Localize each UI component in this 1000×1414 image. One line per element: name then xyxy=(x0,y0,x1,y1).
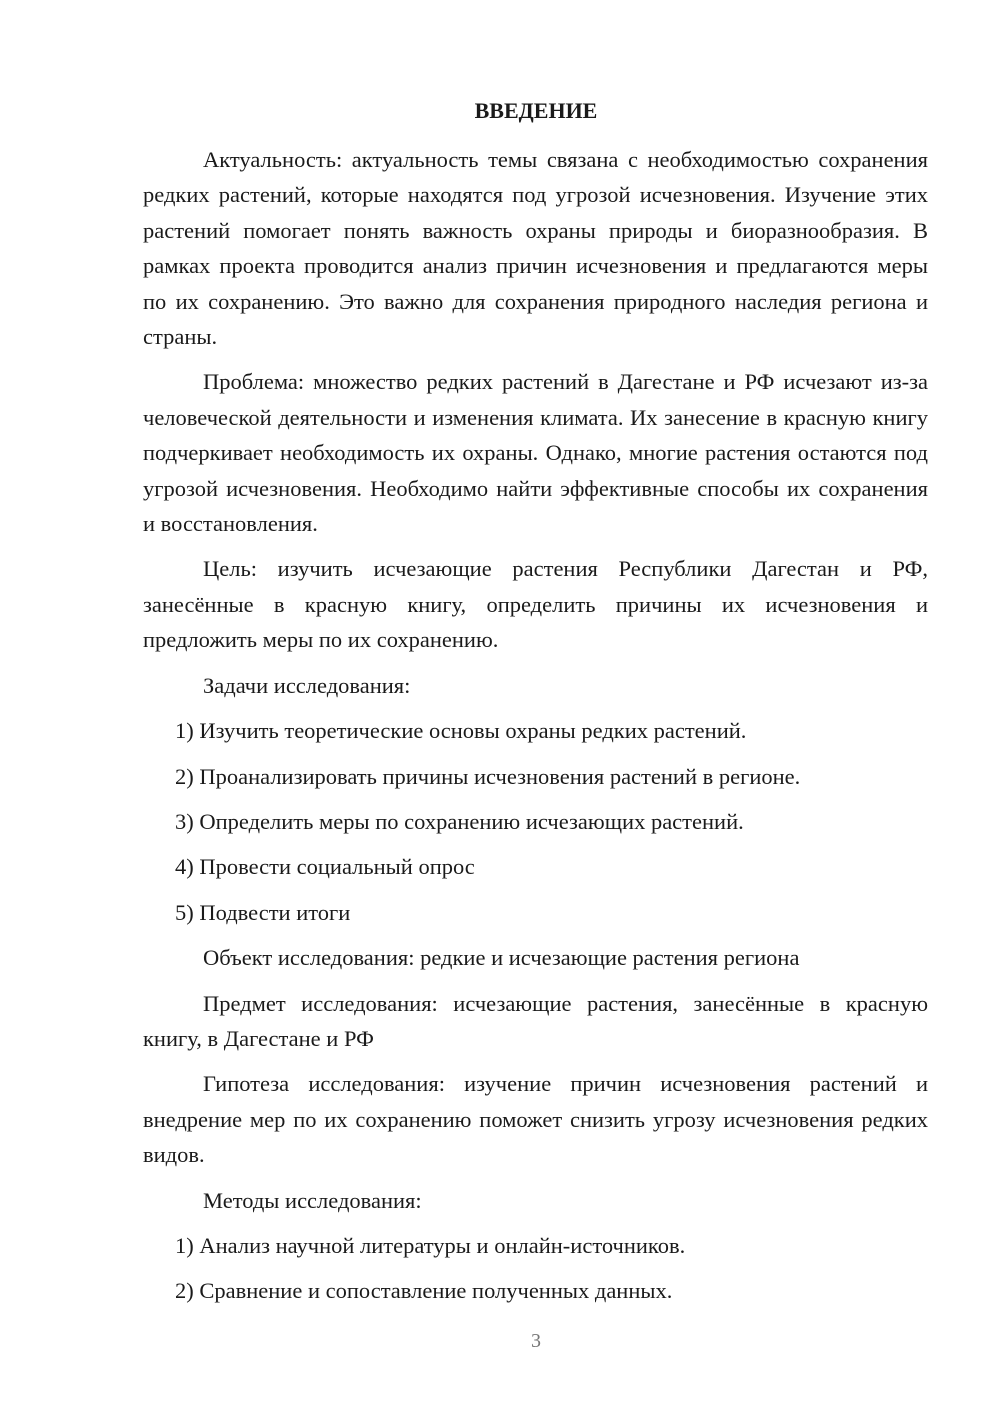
goal-paragraph: Цель: изучить исчезающие растения Республики Дагестан и РФ, занесённые в красную книгу, определить причины их исчезновения и предложить меры по их сохранению. xyxy=(143,556,928,653)
object-paragraph: Объект исследования: редкие и исчезающие растения региона xyxy=(203,945,800,971)
document-body xyxy=(143,142,928,1319)
task-item: 5) Подвести итоги xyxy=(175,899,351,925)
task-item: 3) Определить меры по сохранению исчезающих растений. xyxy=(175,808,744,834)
subject-paragraph: Предмет исследования: исчезающие растения, занесённые в красную книгу, в Дагестане и РФ xyxy=(143,990,928,1051)
task-item: 1) Изучить теоретические основы охраны редких растений. xyxy=(175,718,747,744)
page-title: ВВЕДЕНИЕ xyxy=(474,98,598,123)
hypothesis-paragraph: Гипотеза исследования: изучение причин исчезновения растений и внедрение мер по их сохранению поможет снизить угрозу исчезновения редких видов. xyxy=(143,1071,928,1168)
relevance-paragraph: Актуальность: актуальность темы связана с необходимостью сохранения редких растений, которые находятся под угрозой исчезновения. Изучение этих растений помогает понять важность охраны природы и биоразнообразия. В рамках проекта проводится анализ причин исчезновения и предлагаются меры по их сохранению. Это важно для сохранения природного наследия региона и страны. xyxy=(143,147,928,350)
task-item: 2) Проанализировать причины исчезновения растений в регионе. xyxy=(175,763,801,789)
problem-paragraph: Проблема: множество редких растений в Дагестане и РФ исчезают из-за человеческой деятельности и изменения климата. Их занесение в красную книгу подчеркивает необходимость их охраны. Однако, многие растения остаются под угрозой исчезновения. Необходимо найти эффективные способы их сохранения и восстановления. xyxy=(143,369,928,537)
page-number: 3 xyxy=(531,1330,541,1352)
method-item: 1) Анализ научной литературы и онлайн-источников. xyxy=(175,1232,686,1258)
tasks-heading: Задачи исследования: xyxy=(203,672,411,698)
task-item: 4) Провести социальный опрос xyxy=(175,854,475,880)
methods-heading: Методы исследования: xyxy=(203,1187,422,1213)
method-item: 2) Сравнение и сопоставление полученных данных. xyxy=(175,1278,673,1304)
